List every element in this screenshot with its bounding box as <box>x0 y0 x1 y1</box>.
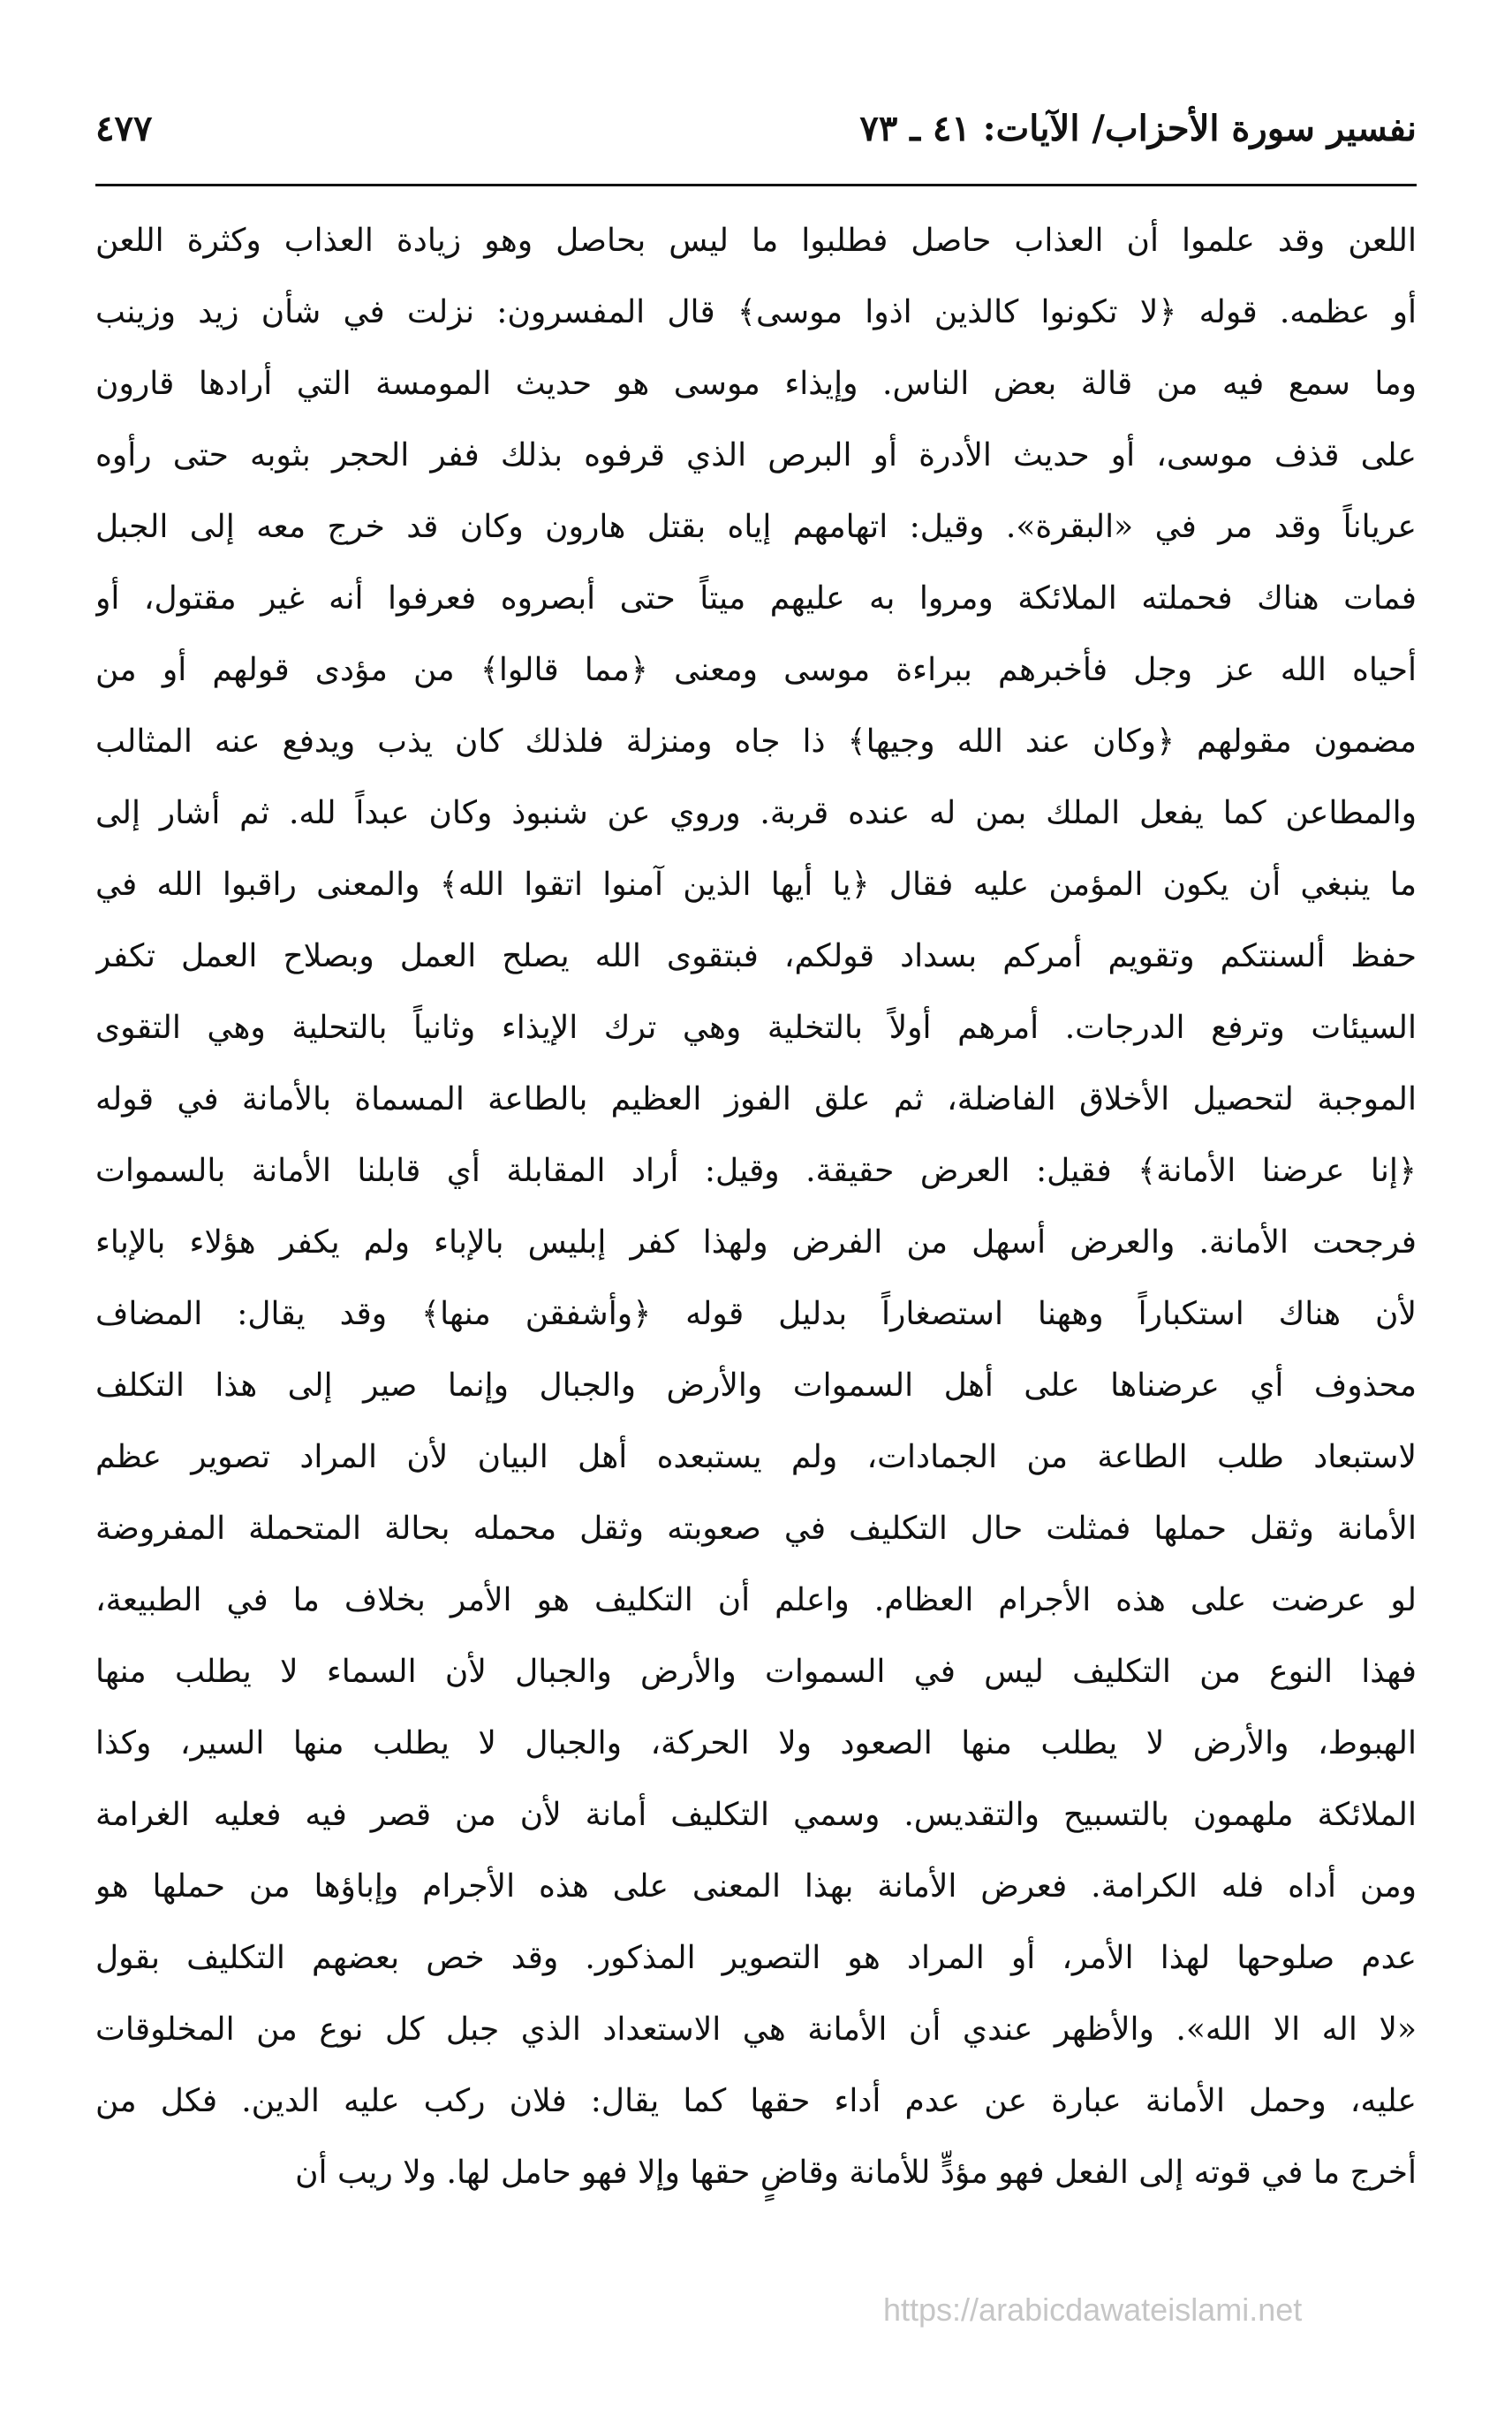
text-line: فرجحت الأمانة. والعرض أسهل من الفرض ولهذا كفر إبليس بالإباء ولم يكفر هؤلاء بالإباء <box>95 1224 1417 1261</box>
text-line: عليه، وحمل الأمانة عبارة عن عدم أداء حقها كما يقال: فلان ركب عليه الدين. فكل من <box>95 2083 1417 2119</box>
text-line: أو عظمه. قوله ﴿لا تكونوا كالذين اذوا موسى﴾ قال المفسرون: نزلت في شأن زيد وزينب <box>95 294 1417 330</box>
page-number: ٤٧٧ <box>95 108 153 149</box>
header-divider <box>95 184 1417 186</box>
text-line: ومن أداه فله الكرامة. فعرض الأمانة بهذا المعنى على هذه الأجرام وإباؤها من حملها هو <box>95 1868 1417 1905</box>
text-line: فهذا النوع من التكليف ليس في السموات والأرض والجبال لأن السماء لا يطلب منها <box>95 1654 1417 1690</box>
text-line: ما ينبغي أن يكون المؤمن عليه فقال ﴿يا أيها الذين آمنوا اتقوا الله﴾ والمعنى راقبوا الله في <box>95 867 1417 903</box>
text-line: مضمون مقولهم ﴿وكان عند الله وجيها﴾ ذا جاه ومنزلة فلذلك كان يذب ويدفع عنه المثالب <box>95 723 1417 760</box>
text-line: الموجبة لتحصيل الأخلاق الفاضلة، ثم علق الفوز العظيم بالطاعة المسماة بالأمانة في قوله <box>95 1081 1417 1117</box>
text-line: عدم صلوحها لهذا الأمر، أو المراد هو التصوير المذكور. وقد خص بعضهم التكليف بقول <box>95 1940 1417 1976</box>
body-text <box>95 205 1417 2208</box>
text-line: ﴿إنا عرضنا الأمانة﴾ فقيل: العرض حقيقة. وقيل: أراد المقابلة أي قابلنا الأمانة بالسموات <box>95 1153 1417 1189</box>
text-line: فمات هناك فحملته الملائكة ومروا به عليهم ميتاً حتى أبصروه فعرفوا أنه غير مقتول، أو <box>95 580 1417 617</box>
running-title: نفسير سورة الأحزاب/ الآيات: ٤١ ـ ٧٣ <box>859 108 1417 149</box>
text-line: محذوف أي عرضناها على أهل السموات والأرض والجبال وإنما صير إلى هذا التكلف <box>95 1367 1417 1404</box>
watermark-url: https://arabicdawateislami.net <box>883 2291 1303 2328</box>
text-line: على قذف موسى، أو حديث الأدرة أو البرص الذي قرفوه بذلك ففر الحجر بثوبه حتى رأوه <box>95 437 1417 473</box>
text-line: السيئات وترفع الدرجات. أمرهم أولاً بالتخلية وهي ترك الإيذاء وثانياً بالتحلية وهي التقوى <box>95 1010 1417 1046</box>
text-line: لاستبعاد طلب الطاعة من الجمادات، ولم يستبعده أهل البيان لأن المراد تصوير عظم <box>95 1439 1417 1475</box>
text-line: عرياناً وقد مر في «البقرة». وقيل: اتهامهم إياه بقتل هارون وكان قد خرج معه إلى الجبل <box>95 509 1417 545</box>
text-line: حفظ ألسنتكم وتقويم أمركم بسداد قولكم، فبتقوى الله يصلح العمل وبصلاح العمل تكفر <box>95 938 1417 974</box>
text-line: الملائكة ملهمون بالتسبيح والتقديس. وسمي التكليف أمانة لأن من قصر فيه فعليه الغرامة <box>95 1797 1417 1833</box>
text-line: أخرج ما في قوته إلى الفعل فهو مؤدٍّ للأمانة وقاضٍ حقها وإلا فهو حامل لها. ولا ريب أن <box>295 2155 1417 2191</box>
text-line: والمطاعن كما يفعل الملك بمن له عنده قربة. وروي عن شنبوذ وكان عبداً لله. ثم أشار إلى <box>95 795 1417 831</box>
text-line: لو عرضت على هذه الأجرام العظام. واعلم أن التكليف هو الأمر بخلاف ما في الطبيعة، <box>95 1582 1417 1618</box>
text-line: اللعن وقد علموا أن العذاب حاصل فطلبوا ما ليس بحاصل وهو زيادة العذاب وكثرة اللعن <box>95 223 1417 259</box>
text-line: الهبوط، والأرض لا يطلب منها الصعود ولا الحركة، والجبال لا يطلب منها السير، وكذا <box>95 1725 1417 1761</box>
text-line: «لا اله الا الله». والأظهر عندي أن الأمانة هي الاستعداد الذي جبل كل نوع من المخلوقات <box>95 2011 1417 2048</box>
page-header <box>95 104 1417 184</box>
text-line: لأن هناك استكباراً وههنا استصغاراً بدليل قوله ﴿وأشفقن منها﴾ وقد يقال: المضاف <box>95 1296 1417 1332</box>
text-line: الأمانة وثقل حملها فمثلت حال التكليف في صعوبته وثقل محمله بحالة المتحملة المفروضة <box>95 1511 1417 1547</box>
text-line: وما سمع فيه من قالة بعض الناس. وإيذاء موسى هو حديث المومسة التي أرادها قارون <box>95 366 1417 402</box>
text-line: أحياه الله عز وجل فأخبرهم ببراءة موسى ومعنى ﴿مما قالوا﴾ من مؤدى قولهم أو من <box>95 652 1417 688</box>
